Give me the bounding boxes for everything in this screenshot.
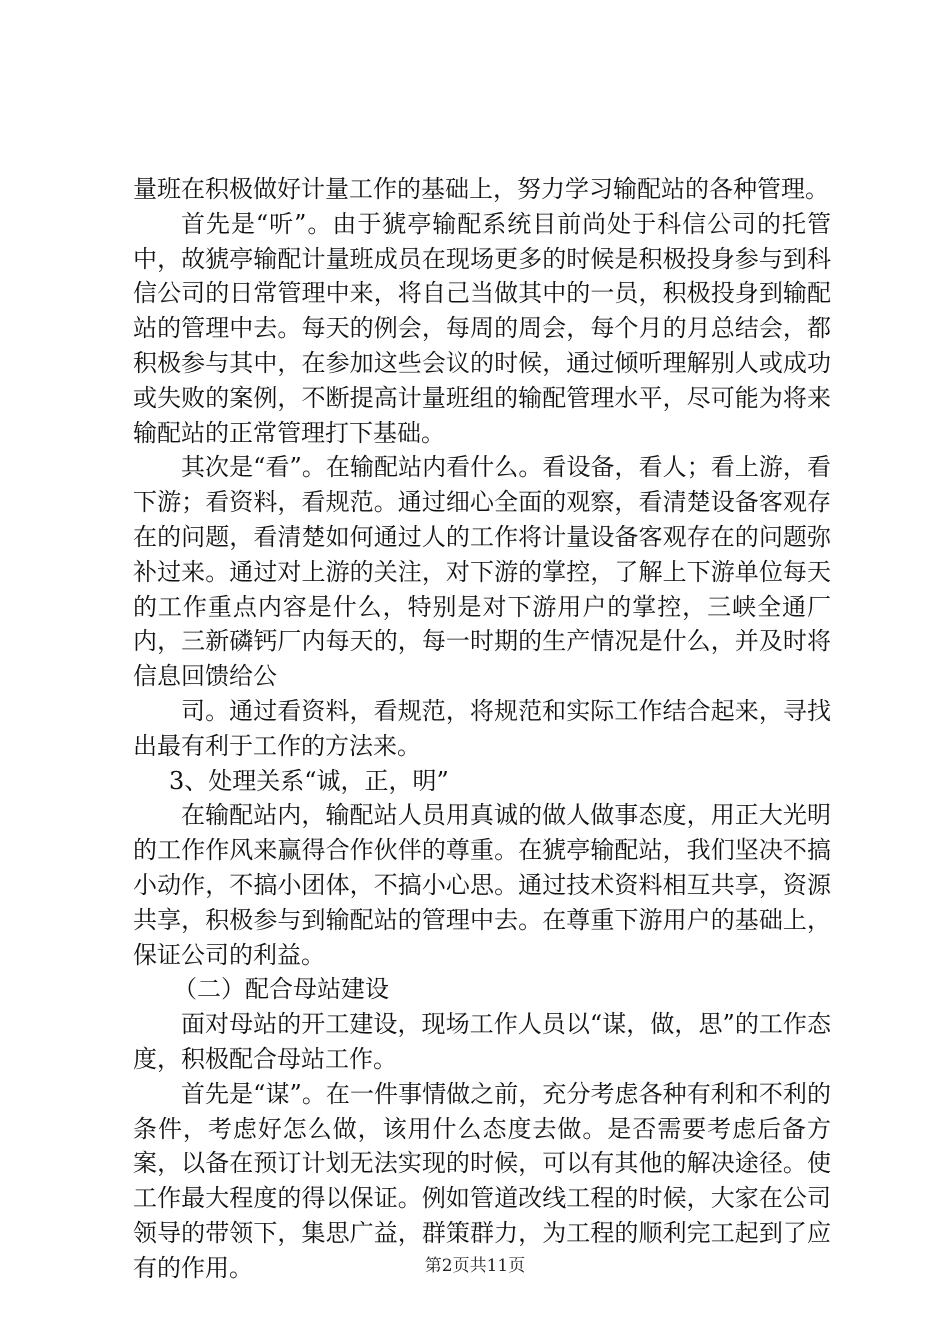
document-body [133,172,831,1286]
paragraph-1: 量班在积极做好计量工作的基础上，努力学习输配站的各种管理。 [133,175,829,203]
paragraph-7: 首先是“谋”。在一件事情做之前，充分考虑各种有利和不利的条件，考虑好怎么做，该用什么态度去做。是否需要考虑后备方案，以备在预订计划无法实现的时候，可以有其他的解决途径。使工作最大程度的得以保证。例如管道改线工程的时候，大家在公司领导的带领下，集思广益，群策群力，为工程的顺利完工起到了应有的作用。 [133,1079,831,1282]
paragraph-6: 面对母站的开工建设，现场工作人员以“谋，做，思”的工作态度，积极配合母站工作。 [133,1010,831,1073]
paragraph-2: 首先是“听”。由于猇亭输配系统目前尚处于科信公司的托管中，故猇亭输配计量班成员在现场更多的时候是积极投身参与到科信公司的日常管理中来，将自己当做其中的一员，积极投身到输配站的管理中去。每天的例会，每周的周会，每个月的月总结会，都积极参与其中，在参加这些会议的时候，通过倾听理解别人或成功或失败的案例，不断提高计量班组的输配管理水平，尽可能为将来输配站的正常管理打下基础。 [133,209,831,447]
paragraph-5: 在输配站内，输配站人员用真诚的做人做事态度，用正大光明的工作作风来赢得合作伙伴的尊重。在猇亭输配站，我们坚决不搞小动作，不搞小团体，不搞小心思。通过技术资料相互共享，资源共享，积极参与到输配站的管理中去。在尊重下游用户的基础上，保证公司的利益。 [133,801,831,969]
paragraph-3: 其次是“看”。在输配站内看什么。看设备，看人；看上游，看下游；看资料，看规范。通过细心全面的观察，看清楚设备客观存在的问题，看清楚如何通过人的工作将计量设备客观存在的问题弥补过来。通过对上游的关注，对下游的掌控，了解上下游单位每天的工作重点内容是什么，特别是对下游用户的掌控，三峡全通厂内，三新磷钙厂内每天的，每一时期的生产情况是什么，并及时将信息回馈给公 [133,453,831,691]
page-total: 共11页 [469,1256,526,1276]
page-number: 第2页 [424,1256,470,1276]
page-footer [0,1251,950,1276]
section-heading-3: 3、处理关系“诚，正，明” [169,766,449,795]
paragraph-4: 司。通过看资料，看规范，将规范和实际工作结合起来，寻找出最有利于工作的方法来。 [133,696,831,760]
section-heading-2: （二）配合母站建设 [173,975,389,1004]
